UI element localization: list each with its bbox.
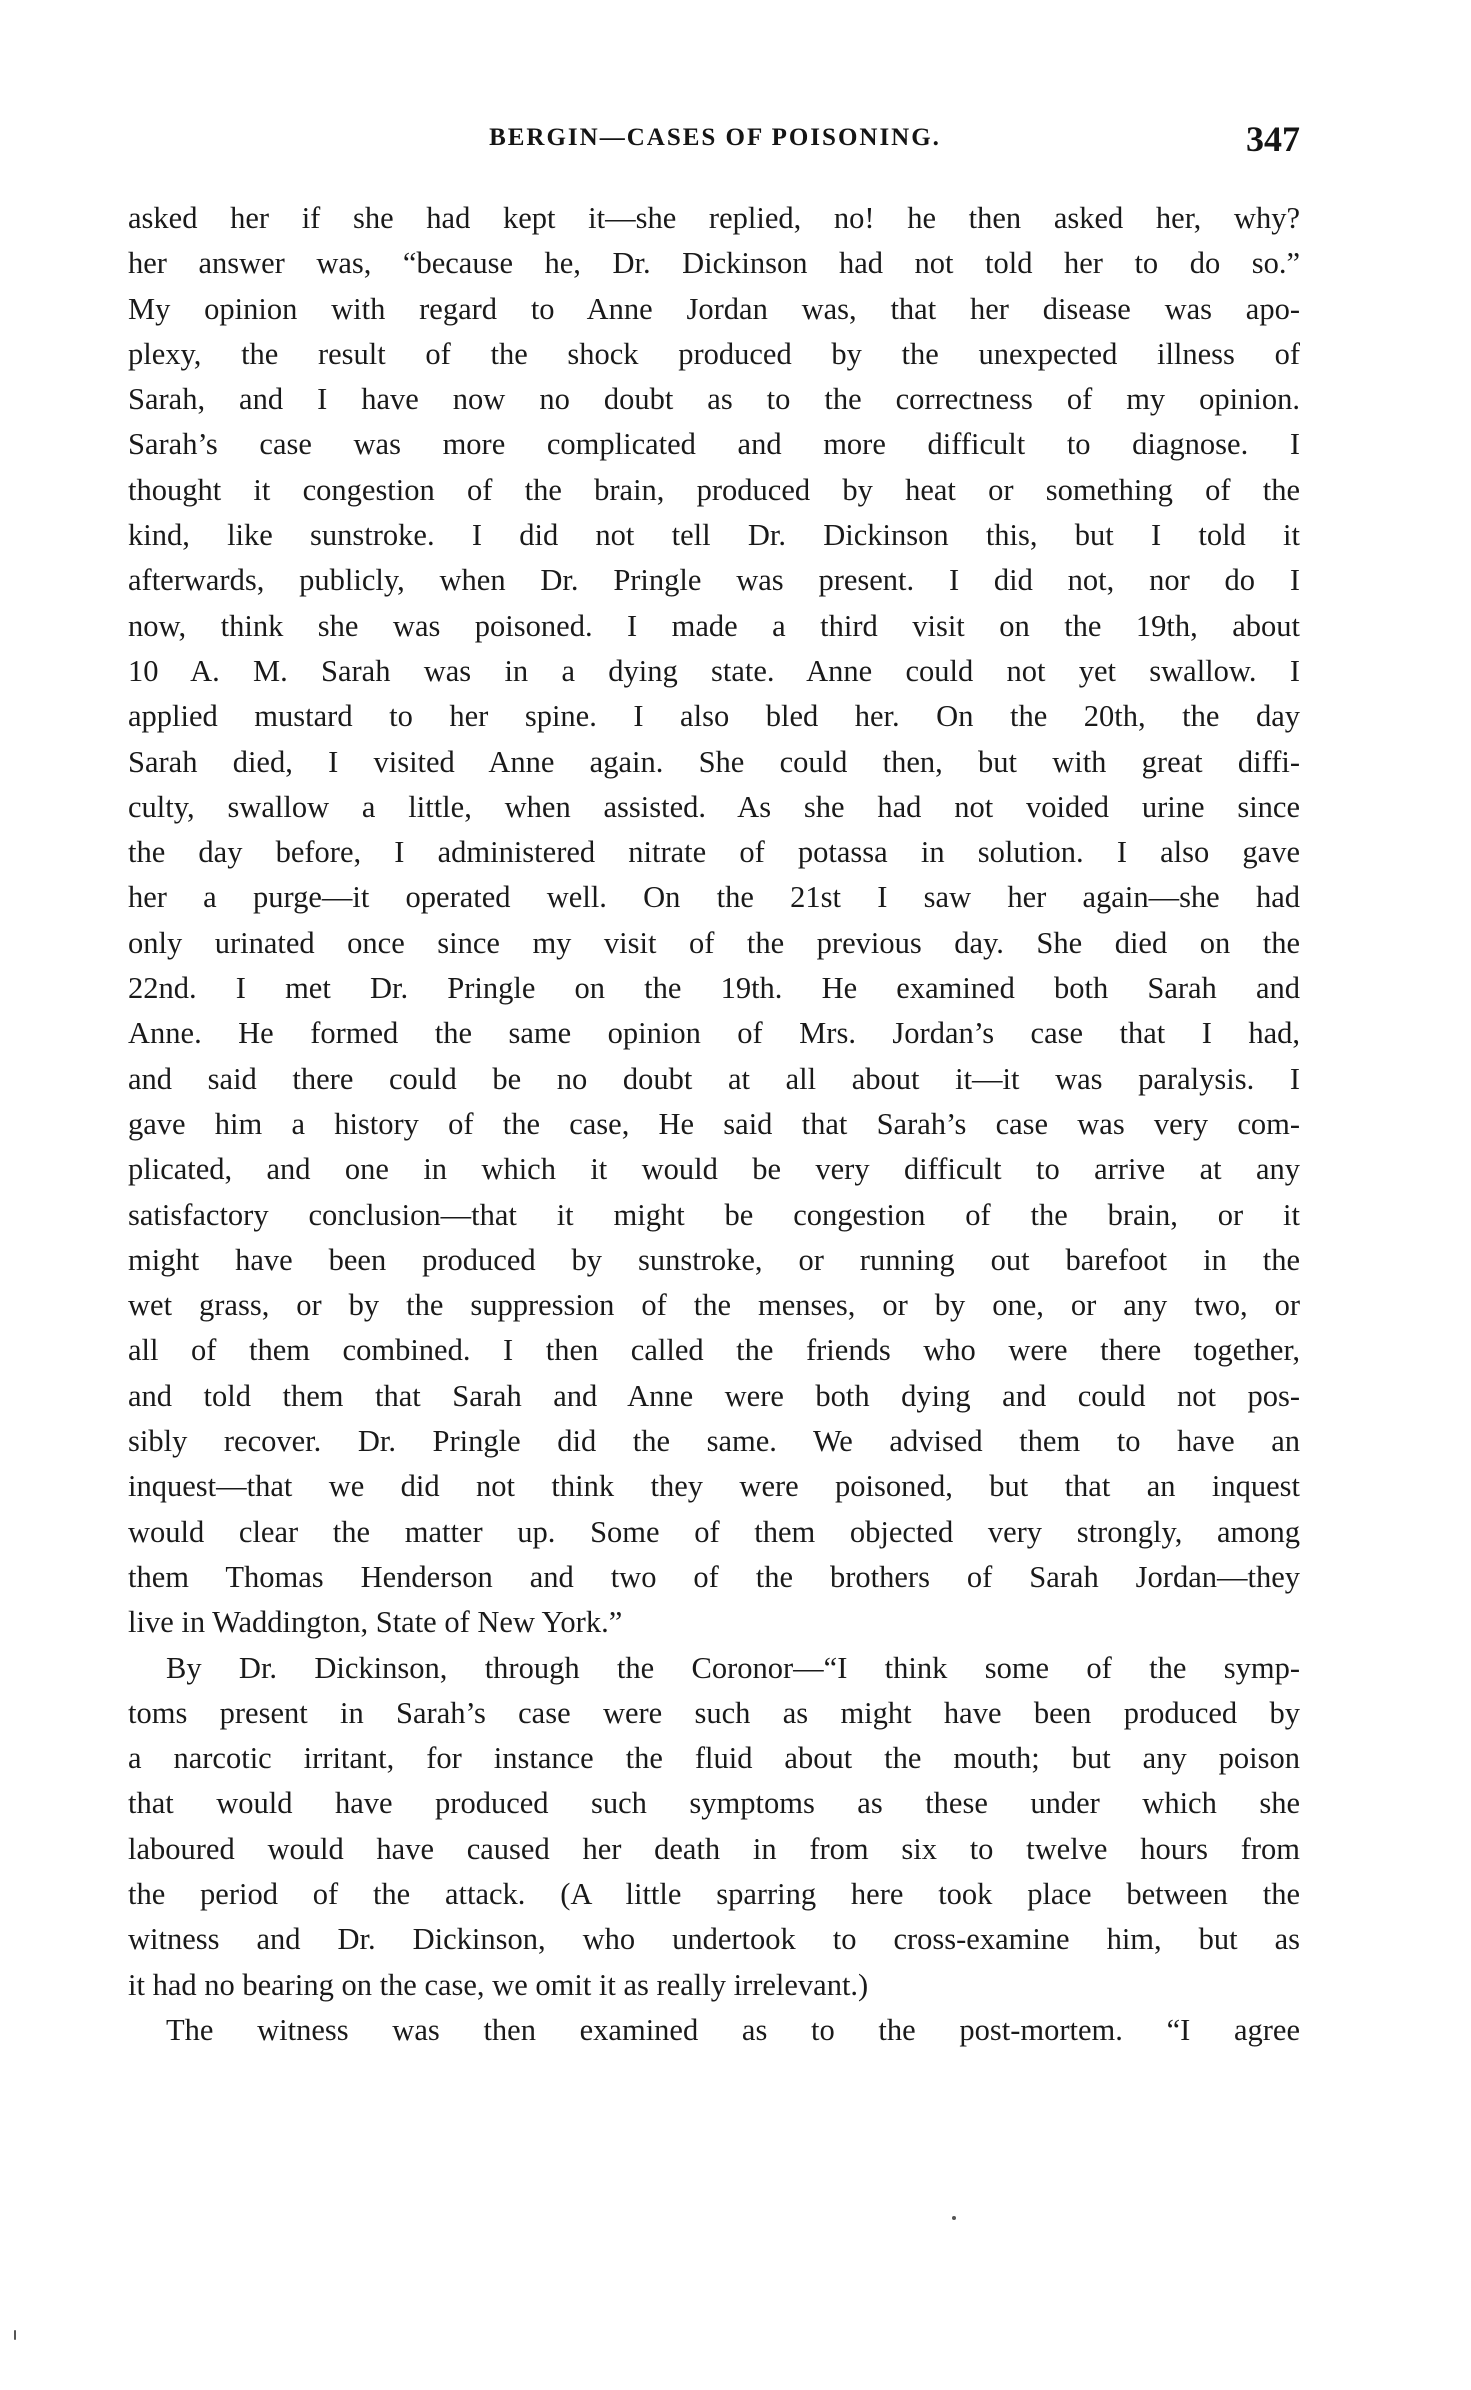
text-line: her a purge—it operated well. On the 21st I saw her again—she had	[128, 880, 1300, 915]
text-line: 22nd. I met Dr. Pringle on the 19th. He examined both Sarah and	[128, 971, 1300, 1006]
body-text	[128, 196, 1300, 2053]
text-line: toms present in Sarah’s case were such as might have been produced by	[128, 1695, 1300, 1730]
text-line: thought it congestion of the brain, produced by heat or something of the	[128, 472, 1300, 507]
text-line: The witness was then examined as to the post-mortem. “I agree	[166, 2012, 1300, 2047]
text-line: would clear the matter up. Some of them objected very strongly, among	[128, 1514, 1300, 1549]
text-line: it had no bearing on the case, we omit it as really irrelevant.)	[128, 1967, 869, 2002]
text-line: Anne. He formed the same opinion of Mrs. Jordan’s case that I had,	[128, 1016, 1300, 1051]
stray-ink-mark	[14, 2330, 16, 2340]
text-line: a narcotic irritant, for instance the fluid about the mouth; but any poison	[128, 1741, 1300, 1776]
text-line: and told them that Sarah and Anne were both dying and could not pos-	[128, 1378, 1300, 1413]
text-line: might have been produced by sunstroke, or running out barefoot in the	[128, 1242, 1300, 1277]
text-line: kind, like sunstroke. I did not tell Dr. Dickinson this, but I told it	[128, 518, 1300, 553]
stray-ink-mark	[952, 2216, 956, 2220]
text-line: the period of the attack. (A little sparring here took place between the	[128, 1876, 1300, 1911]
text-line: the day before, I administered nitrate of potassa in solution. I also gave	[128, 835, 1300, 870]
text-line: Sarah died, I visited Anne again. She could then, but with great diffi-	[128, 744, 1300, 779]
text-line: only urinated once since my visit of the previous day. She died on the	[128, 925, 1300, 960]
text-line: that would have produced such symptoms as these under which she	[128, 1786, 1300, 1821]
text-line: laboured would have caused her death in from six to twelve hours from	[128, 1831, 1300, 1866]
text-line: plexy, the result of the shock produced by the unexpected illness of	[128, 336, 1300, 371]
text-line: applied mustard to her spine. I also bled her. On the 20th, the day	[128, 699, 1300, 734]
text-line: gave him a history of the case, He said that Sarah’s case was very com-	[128, 1106, 1300, 1141]
running-head	[130, 118, 1300, 168]
text-line: culty, swallow a little, when assisted. As she had not voided urine since	[128, 789, 1300, 824]
text-line: inquest—that we did not think they were poisoned, but that an inquest	[128, 1469, 1300, 1504]
text-line: them Thomas Henderson and two of the brothers of Sarah Jordan—they	[128, 1559, 1300, 1594]
page-number: 347	[1246, 119, 1300, 159]
text-line: asked her if she had kept it—she replied, no! he then asked her, why?	[128, 201, 1300, 235]
text-line: witness and Dr. Dickinson, who undertook to cross-examine him, but as	[128, 1922, 1300, 1957]
text-line: all of them combined. I then called the friends who were there together,	[128, 1333, 1300, 1368]
text-line: 10 A. M. Sarah was in a dying state. Anne could not yet swallow. I	[128, 653, 1300, 688]
text-line: sibly recover. Dr. Pringle did the same. We advised them to have an	[128, 1424, 1300, 1459]
text-line: afterwards, publicly, when Dr. Pringle was present. I did not, nor do I	[128, 563, 1300, 598]
text-line: satisfactory conclusion—that it might be congestion of the brain, or it	[128, 1197, 1300, 1232]
running-title: BERGIN—CASES OF POISONING.	[489, 124, 941, 151]
text-line: her answer was, “because he, Dr. Dickinson had not told her to do so.”	[128, 246, 1300, 281]
text-line: and said there could be no doubt at all about it—it was paralysis. I	[128, 1061, 1300, 1096]
text-line: wet grass, or by the suppression of the menses, or by one, or any two, or	[128, 1288, 1300, 1323]
text-line: Sarah’s case was more complicated and more difficult to diagnose. I	[128, 427, 1300, 462]
text-line: live in Waddington, State of New York.”	[128, 1605, 623, 1640]
text-line: By Dr. Dickinson, through the Coronor—“I think some of the symp-	[166, 1650, 1300, 1685]
text-line: now, think she was poisoned. I made a third visit on the 19th, about	[128, 608, 1300, 643]
text-line: plicated, and one in which it would be very difficult to arrive at any	[128, 1152, 1300, 1187]
text-line: My opinion with regard to Anne Jordan was, that her disease was apo-	[128, 291, 1300, 326]
text-line: Sarah, and I have now no doubt as to the correctness of my opinion.	[128, 382, 1300, 417]
